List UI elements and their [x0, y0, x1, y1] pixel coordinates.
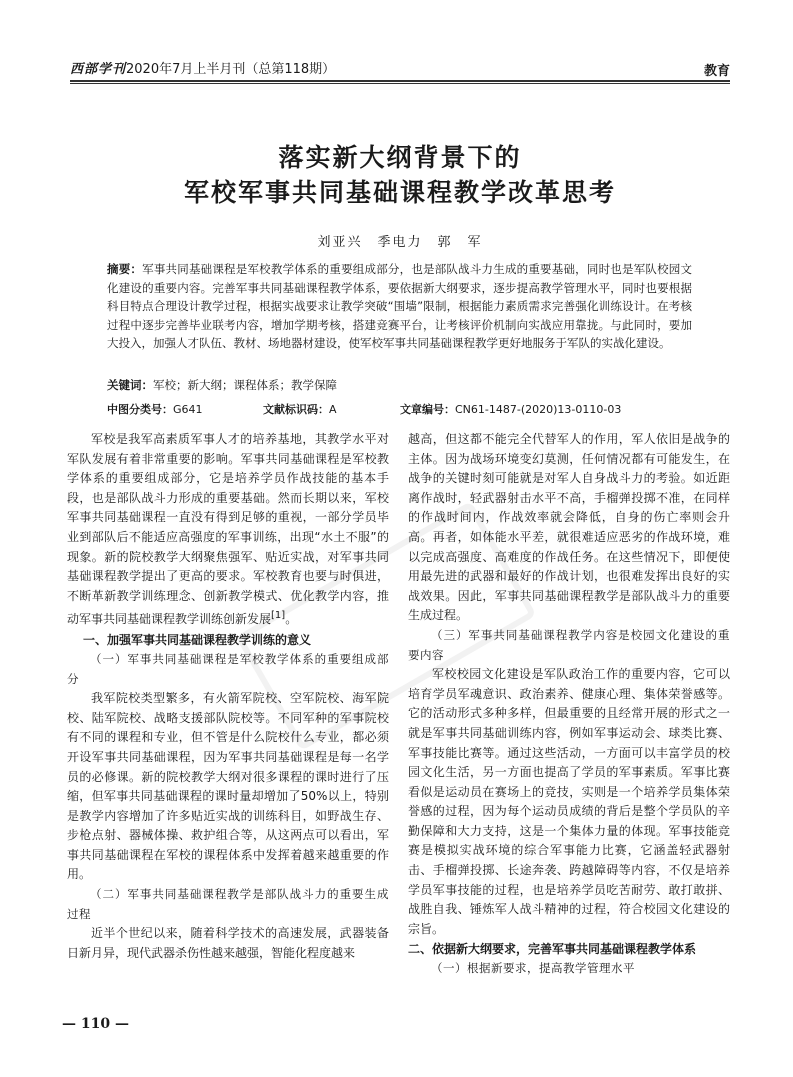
article-number-value: CN61-1487-(2020)13-0110-03 — [455, 403, 622, 416]
body-paragraph-3: 越高，但这都不能完全代替军人的作用，军人依旧是战争的主体。因为战场环境变幻莫测，任何情况都有可能发生，在战争的关键时刻可能就是对军人自身战斗力的考验。如近距离作战时，轻武器射击水平不高，手榴弹投掷不准，在同样的作战时间内，作战效率就会降低，自身的伤亡率则会升高。再者，如体能水平差，就很难适应恶劣的作战环境，难以完成高强度、高难度的作战任务。在这些情况下，即便使用最先进的武器和最好的作战计划，也很难发挥出良好的实战效果。因此，军事共同基础课程教学是部队战斗力的重要生成过程。 — [408, 432, 730, 623]
intro-paragraph — [67, 430, 389, 630]
journal-issue — [70, 58, 335, 77]
section-heading-2: 二、依据新大纲要求，完善军事共同基础课程教学体系 — [408, 942, 697, 957]
abstract — [107, 260, 692, 353]
section-label: 教育 — [703, 64, 730, 79]
abstract-label: 摘要： — [107, 262, 143, 276]
doc-code-label: 文献标识码： — [263, 403, 329, 416]
journal-logo: 西部学刊 — [70, 62, 127, 77]
keywords-label: 关键词： — [107, 378, 153, 392]
clc-number — [107, 401, 203, 417]
issue-text: 2020年7月上半月刊（总第118期） — [126, 62, 336, 77]
document-code — [263, 401, 337, 417]
citation-ref: [1] — [271, 610, 286, 622]
article-number — [400, 401, 621, 417]
body-paragraph-2: 近半个世纪以来，随着科学技术的高速发展，武器装备日新月异，现代武器杀伤性越来越强，智能化程度越来 — [67, 926, 389, 960]
article-number-label: 文章编号： — [400, 403, 455, 416]
header-divider-thin — [70, 83, 730, 84]
abstract-text: 军事共同基础课程是军校教学体系的重要组成部分，也是部队战斗力生成的重要基础，同时也是军队校园文化建设的重要内容。完善军事共同基础课程教学体系，要依据新大纲要求，逐步提高教学管理水平，同时也要根据科目特点合理设计教学过程，根据实战要求让教学突破“围墙”限制，根据能力素质需求完善强化训练设计。在考核过程中逐步完善毕业联考内容，增加学期考核，搭建竞赛平台，让考核评价机制向实战应用靠拢。与此同时，要加大投入，加强人才队伍、教材、场地器材建设，使军校军事共同基础课程教学更好地服务于军队的实战化建设。 — [107, 262, 693, 350]
body-paragraph-4: 军校校园文化建设是军队政治工作的重要内容，它可以培育学员军魂意识、政治素养、健康心理、集体荣誉感等。它的活动形式多种多样，但最重要的且经常开展的形式之一就是军事共同基础训练内容，例如军事运动会、球类比赛、军事技能比赛等。通过这些活动，一方面可以丰富学员的校园文化生活，另一方面也提高了学员的军事素质。军事比赛看似是运动员在赛场上的竞技，实则是一个培养学员集体荣誉感的过程，因为每个运动员成绩的背后是整个学员队的辛勤保障和大力支持，这是一个集体力量的体现。军事技能竞赛是模拟实战环境的综合军事能力比赛，它涵盖轻武器射击、手榴弹投掷、长途奔袭、跨越障碍等内容，不仅是培养学员军事技能的过程，也是培养学员吃苦耐劳、敢打敢拼、战胜自我、锤炼军人战斗精神的过程，符合校园文化建设的宗旨。 — [408, 667, 730, 936]
authors: 刘亚兴 季电力 郭 军 — [317, 235, 483, 250]
page-number: — 110 — — [62, 1016, 129, 1032]
subsection-heading-1: （一）军事共同基础课程是军校教学体系的重要组成部分 — [67, 651, 389, 686]
clc-value: G641 — [173, 403, 203, 416]
keywords — [107, 377, 692, 393]
intro-text: 军校是我军高素质军事人才的培养基地，其教学水平对军队发展有着非常重要的影响。军事共同基础课程是军校教学体系的重要组成部分，它是培养学员作战技能的基本手段，也是部队战斗力形成的重要基础。然而长期以来，军校军事共同基础课程一直没有得到足够的重视，一部分学员毕业到部队后不能适应高强度的军事训练，出现“水土不服”的现象。新的院校教学大纲聚焦强军、贴近实战，对军事共同基础课程教学提出了更高的要求。军校教育也要与时俱进，不断革新教学训练理念、创新教学模式、优化教学内容，推动军事共同基础课程教学训练创新发展 — [67, 432, 389, 627]
left-column — [67, 430, 389, 963]
subsection-heading-4: （一）根据新要求，提高教学管理水平 — [431, 961, 635, 976]
intro-tail: 。 — [285, 612, 298, 627]
doc-code-value: A — [329, 403, 337, 416]
right-column — [408, 430, 730, 979]
keywords-text: 军校；新大纲；课程体系；教学保障 — [153, 378, 337, 392]
clc-label: 中图分类号： — [107, 403, 173, 416]
article-title-line2: 军校军事共同基础课程教学改革思考 — [183, 178, 616, 207]
article-title-line1: 落实新大纲背景下的 — [278, 143, 522, 172]
section-heading-1: 一、加强军事共同基础课程教学训练的意义 — [83, 632, 312, 647]
body-paragraph-1: 我军院校类型繁多，有火箭军院校、空军院校、海军院校、陆军院校、战略支援部队院校等。不同军种的军事院校有不同的课程和专业，但不管是什么院校什么专业，都必须开设军事共同基础课程，因为军事共同基础课程是每一名学员的必修课。新的院校教学大纲对很多课程的课时进行了压缩，但军事共同基础课程的课时量却增加了50%以上，特别是教学内容增加了许多贴近实战的训练科目，如野战生存、步枪点射、器械体操、救护组合等，从这两点可以看出，军事共同基础课程在军校的课程体系中发挥着越来越重要的作用。 — [67, 691, 389, 882]
subsection-heading-2: （二）军事共同基础课程教学是部队战斗力的重要生成过程 — [67, 887, 389, 921]
subsection-heading-3: （三）军事共同基础课程教学内容是校园文化建设的重要内容 — [408, 627, 730, 662]
header-divider — [70, 80, 730, 82]
running-header — [70, 58, 730, 80]
